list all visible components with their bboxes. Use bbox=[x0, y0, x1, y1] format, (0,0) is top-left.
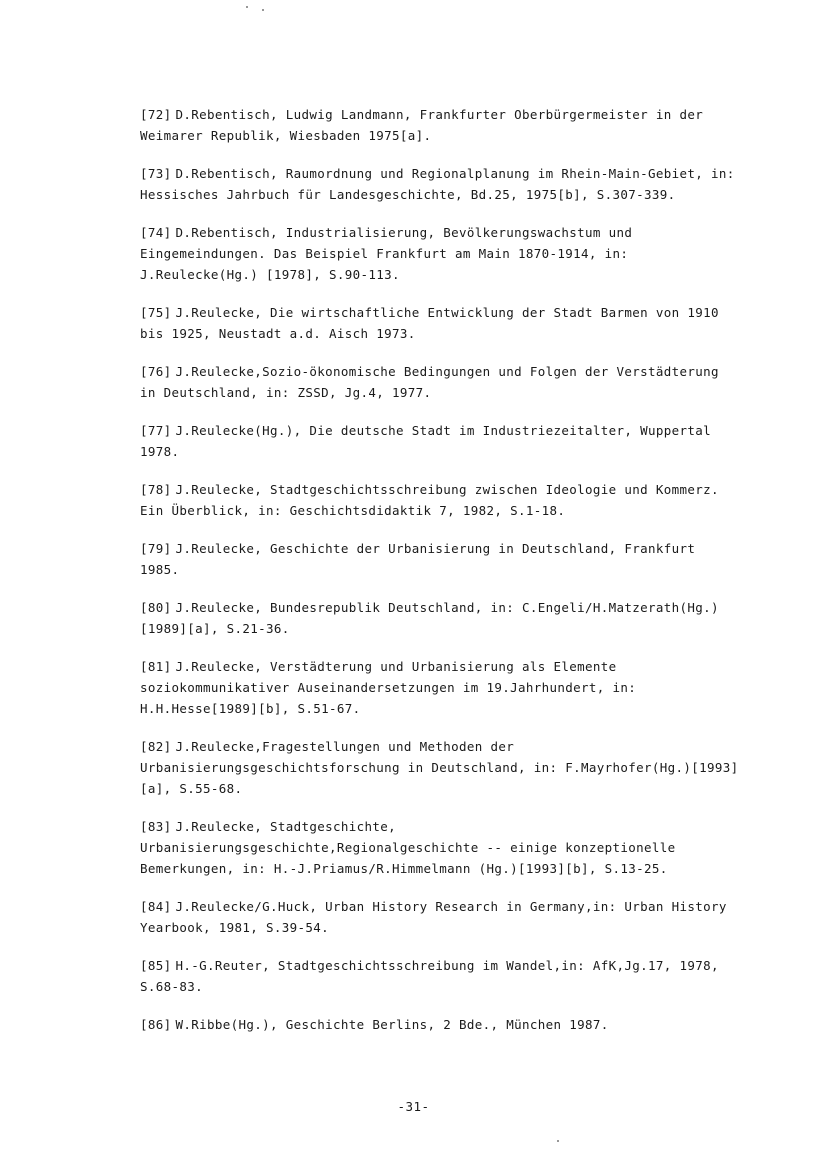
reference-text: J.Reulecke, Verstädterung und Urbanisierung als Elemente soziokommunikativer Auseinandersetzungen im 19.Jahrhundert, in: H.H.Hesse[1989][b], S.51-67. bbox=[140, 659, 637, 716]
reference-entry bbox=[140, 479, 740, 521]
reference-text: D.Rebentisch, Raumordnung und Regionalplanung im Rhein-Main-Gebiet, in: Hessisches Jahrbuch für Landesgeschichte, Bd.25, 1975[b], S.307-339. bbox=[140, 166, 735, 202]
reference-entry bbox=[140, 896, 740, 938]
scan-speck bbox=[557, 1140, 559, 1142]
reference-number: [86] bbox=[140, 1017, 172, 1032]
reference-number: [80] bbox=[140, 600, 172, 615]
reference-entry bbox=[140, 597, 740, 639]
reference-text: J.Reulecke, Bundesrepublik Deutschland, in: C.Engeli/H.Matzerath(Hg.) [1989][a], S.21-36. bbox=[140, 600, 719, 636]
reference-number: [74] bbox=[140, 225, 172, 240]
reference-list bbox=[140, 104, 740, 1052]
reference-text: D.Rebentisch, Industrialisierung, Bevölkerungswachstum und Eingemeindungen. Das Beispiel Frankfurt am Main 1870-1914, in: J.Reulecke(Hg.) [1978], S.90-113. bbox=[140, 225, 633, 282]
reference-number: [73] bbox=[140, 166, 172, 181]
reference-text: H.-G.Reuter, Stadtgeschichtsschreibung im Wandel,in: AfK,Jg.17, 1978, S.68-83. bbox=[140, 958, 719, 994]
reference-entry bbox=[140, 302, 740, 344]
reference-number: [72] bbox=[140, 107, 172, 122]
reference-text: J.Reulecke/G.Huck, Urban History Research in Germany,in: Urban History Yearbook, 1981, S.39-54. bbox=[140, 899, 727, 935]
scan-speck bbox=[246, 6, 248, 8]
scan-speck bbox=[262, 9, 264, 11]
reference-entry bbox=[140, 163, 740, 205]
reference-text: J.Reulecke, Geschichte der Urbanisierung in Deutschland, Frankfurt 1985. bbox=[140, 541, 696, 577]
reference-text: J.Reulecke, Stadtgeschichtsschreibung zwischen Ideologie und Kommerz. Ein Überblick, in: Geschichtsdidaktik 7, 1982, S.1-18. bbox=[140, 482, 719, 518]
reference-entry bbox=[140, 955, 740, 997]
reference-number: [82] bbox=[140, 739, 172, 754]
reference-number: [78] bbox=[140, 482, 172, 497]
reference-number: [75] bbox=[140, 305, 172, 320]
reference-entry bbox=[140, 736, 740, 799]
reference-text: W.Ribbe(Hg.), Geschichte Berlins, 2 Bde., München 1987. bbox=[175, 1017, 609, 1032]
reference-number: [77] bbox=[140, 423, 172, 438]
reference-number: [83] bbox=[140, 819, 172, 834]
reference-text: J.Reulecke, Die wirtschaftliche Entwicklung der Stadt Barmen von 1910 bis 1925, Neustadt a.d. Aisch 1973. bbox=[140, 305, 719, 341]
page-number: -31- bbox=[397, 1099, 430, 1114]
reference-text: D.Rebentisch, Ludwig Landmann, Frankfurter Oberbürgermeister in der Weimarer Republik, Wiesbaden 1975[a]. bbox=[140, 107, 704, 143]
reference-text: J.Reulecke,Sozio-ökonomische Bedingungen und Folgen der Verstädterung in Deutschland, in: ZSSD, Jg.4, 1977. bbox=[140, 364, 719, 400]
reference-number: [85] bbox=[140, 958, 172, 973]
reference-entry bbox=[140, 816, 740, 879]
reference-number: [84] bbox=[140, 899, 172, 914]
reference-entry bbox=[140, 1014, 740, 1035]
reference-entry bbox=[140, 104, 740, 146]
reference-entry bbox=[140, 538, 740, 580]
reference-entry bbox=[140, 361, 740, 403]
reference-entry bbox=[140, 420, 740, 462]
reference-number: [81] bbox=[140, 659, 172, 674]
reference-text: J.Reulecke, Stadtgeschichte, Urbanisierungsgeschichte,Regionalgeschichte -- einige konzeptionelle Bemerkungen, in: H.-J.Priamus/R.Himmelmann (Hg.)[1993][b], S.13-25. bbox=[140, 819, 676, 876]
reference-number: [79] bbox=[140, 541, 172, 556]
reference-text: J.Reulecke(Hg.), Die deutsche Stadt im Industriezeitalter, Wuppertal 1978. bbox=[140, 423, 712, 459]
reference-number: [76] bbox=[140, 364, 172, 379]
reference-entry bbox=[140, 656, 740, 719]
reference-entry bbox=[140, 222, 740, 285]
reference-text: J.Reulecke,Fragestellungen und Methoden der Urbanisierungsgeschichtsforschung in Deutschland, in: F.Mayrhofer(Hg.)[1993][a], S.55-68. bbox=[140, 739, 739, 796]
